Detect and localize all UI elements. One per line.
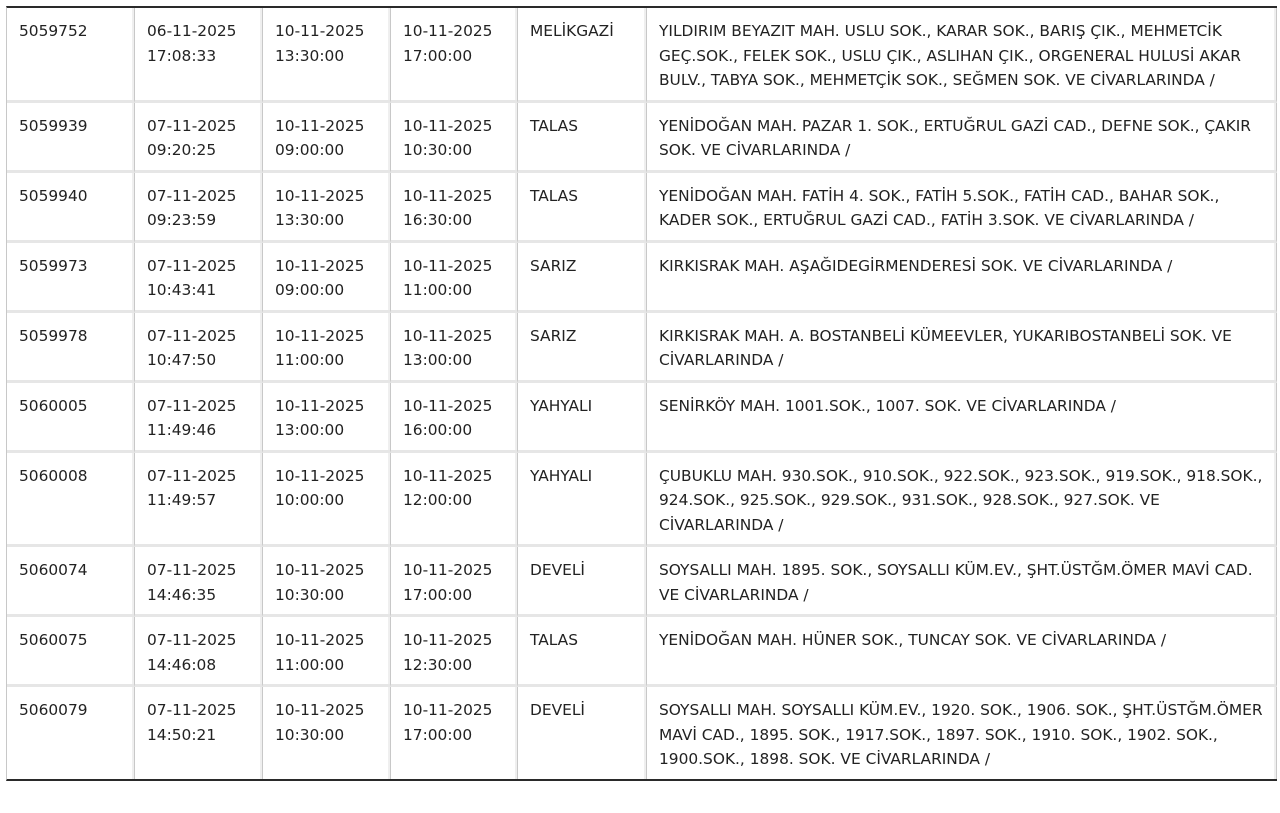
table-row xyxy=(7,103,1277,173)
table-row xyxy=(7,243,1277,313)
created-datetime-cell: 07-11-2025 09:23:59 xyxy=(135,173,263,243)
district-cell: MELİKGAZİ xyxy=(518,8,647,103)
created-datetime-cell: 07-11-2025 10:47:50 xyxy=(135,313,263,383)
start-datetime-cell: 10-11-2025 11:00:00 xyxy=(263,313,391,383)
outage-table-container xyxy=(6,6,1276,781)
start-datetime-cell: 10-11-2025 13:30:00 xyxy=(263,8,391,103)
end-datetime-cell: 10-11-2025 12:00:00 xyxy=(391,453,518,548)
outage-id-cell: 5060075 xyxy=(7,617,135,687)
outage-id-cell: 5060005 xyxy=(7,383,135,453)
affected-area-cell: YENİDOĞAN MAH. FATİH 4. SOK., FATİH 5.SOK., FATİH CAD., BAHAR SOK., KADER SOK., ERTUĞRUL GAZİ CAD., FATİH 3.SOK. VE CİVARLARINDA / xyxy=(647,173,1277,243)
created-datetime-cell: 06-11-2025 17:08:33 xyxy=(135,8,263,103)
affected-area-cell: KIRKISRAK MAH. AŞAĞIDEGİRMENDERESİ SOK. VE CİVARLARINDA / xyxy=(647,243,1277,313)
affected-area-cell: YENİDOĞAN MAH. PAZAR 1. SOK., ERTUĞRUL GAZİ CAD., DEFNE SOK., ÇAKIR SOK. VE CİVARLARINDA / xyxy=(647,103,1277,173)
created-datetime-cell: 07-11-2025 10:43:41 xyxy=(135,243,263,313)
district-cell: DEVELİ xyxy=(518,547,647,617)
table-row xyxy=(7,687,1277,779)
end-datetime-cell: 10-11-2025 17:00:00 xyxy=(391,547,518,617)
start-datetime-cell: 10-11-2025 13:00:00 xyxy=(263,383,391,453)
end-datetime-cell: 10-11-2025 16:00:00 xyxy=(391,383,518,453)
district-cell: SARIZ xyxy=(518,243,647,313)
affected-area-cell: KIRKISRAK MAH. A. BOSTANBELİ KÜMEEVLER, YUKARIBOSTANBELİ SOK. VE CİVARLARINDA / xyxy=(647,313,1277,383)
start-datetime-cell: 10-11-2025 11:00:00 xyxy=(263,617,391,687)
affected-area-cell: YENİDOĞAN MAH. HÜNER SOK., TUNCAY SOK. VE CİVARLARINDA / xyxy=(647,617,1277,687)
district-cell: TALAS xyxy=(518,103,647,173)
end-datetime-cell: 10-11-2025 13:00:00 xyxy=(391,313,518,383)
table-row xyxy=(7,313,1277,383)
end-datetime-cell: 10-11-2025 17:00:00 xyxy=(391,8,518,103)
affected-area-cell: SOYSALLI MAH. 1895. SOK., SOYSALLI KÜM.EV., ŞHT.ÜSTĞM.ÖMER MAVİ CAD. VE CİVARLARINDA / xyxy=(647,547,1277,617)
start-datetime-cell: 10-11-2025 10:30:00 xyxy=(263,547,391,617)
start-datetime-cell: 10-11-2025 09:00:00 xyxy=(263,243,391,313)
outage-id-cell: 5059973 xyxy=(7,243,135,313)
start-datetime-cell: 10-11-2025 10:30:00 xyxy=(263,687,391,779)
affected-area-cell: SOYSALLI MAH. SOYSALLI KÜM.EV., 1920. SOK., 1906. SOK., ŞHT.ÜSTĞM.ÖMER MAVİ CAD., 1895. SOK., 1917.SOK., 1897. SOK., 1910. SOK., 1902. SOK., 1900.SOK., 1898. SOK. VE CİVARLARINDA / xyxy=(647,687,1277,779)
end-datetime-cell: 10-11-2025 11:00:00 xyxy=(391,243,518,313)
start-datetime-cell: 10-11-2025 13:30:00 xyxy=(263,173,391,243)
power-outage-table xyxy=(6,6,1277,781)
created-datetime-cell: 07-11-2025 14:50:21 xyxy=(135,687,263,779)
outage-id-cell: 5060074 xyxy=(7,547,135,617)
created-datetime-cell: 07-11-2025 14:46:35 xyxy=(135,547,263,617)
outage-id-cell: 5060079 xyxy=(7,687,135,779)
outage-id-cell: 5059939 xyxy=(7,103,135,173)
table-row xyxy=(7,173,1277,243)
district-cell: TALAS xyxy=(518,617,647,687)
end-datetime-cell: 10-11-2025 16:30:00 xyxy=(391,173,518,243)
district-cell: DEVELİ xyxy=(518,687,647,779)
outage-id-cell: 5059940 xyxy=(7,173,135,243)
created-datetime-cell: 07-11-2025 14:46:08 xyxy=(135,617,263,687)
table-row xyxy=(7,617,1277,687)
created-datetime-cell: 07-11-2025 11:49:46 xyxy=(135,383,263,453)
table-row xyxy=(7,453,1277,548)
table-row xyxy=(7,383,1277,453)
district-cell: SARIZ xyxy=(518,313,647,383)
district-cell: YAHYALI xyxy=(518,453,647,548)
table-row xyxy=(7,547,1277,617)
end-datetime-cell: 10-11-2025 10:30:00 xyxy=(391,103,518,173)
end-datetime-cell: 10-11-2025 12:30:00 xyxy=(391,617,518,687)
outage-id-cell: 5059978 xyxy=(7,313,135,383)
end-datetime-cell: 10-11-2025 17:00:00 xyxy=(391,687,518,779)
district-cell: YAHYALI xyxy=(518,383,647,453)
affected-area-cell: ÇUBUKLU MAH. 930.SOK., 910.SOK., 922.SOK., 923.SOK., 919.SOK., 918.SOK., 924.SOK., 925.SOK., 929.SOK., 931.SOK., 928.SOK., 927.SOK. VE CİVARLARINDA / xyxy=(647,453,1277,548)
affected-area-cell: SENİRKÖY MAH. 1001.SOK., 1007. SOK. VE CİVARLARINDA / xyxy=(647,383,1277,453)
outage-id-cell: 5059752 xyxy=(7,8,135,103)
district-cell: TALAS xyxy=(518,173,647,243)
created-datetime-cell: 07-11-2025 11:49:57 xyxy=(135,453,263,548)
table-row xyxy=(7,8,1277,103)
outage-id-cell: 5060008 xyxy=(7,453,135,548)
affected-area-cell: YILDIRIM BEYAZIT MAH. USLU SOK., KARAR SOK., BARIŞ ÇIK., MEHMETCİK GEÇ.SOK., FELEK SOK., USLU ÇIK., ASLIHAN ÇIK., ORGENERAL HULUSİ AKAR BULV., TABYA SOK., MEHMETÇİK SOK., SEĞMEN SOK. VE CİVARLARINDA / xyxy=(647,8,1277,103)
start-datetime-cell: 10-11-2025 09:00:00 xyxy=(263,103,391,173)
created-datetime-cell: 07-11-2025 09:20:25 xyxy=(135,103,263,173)
start-datetime-cell: 10-11-2025 10:00:00 xyxy=(263,453,391,548)
